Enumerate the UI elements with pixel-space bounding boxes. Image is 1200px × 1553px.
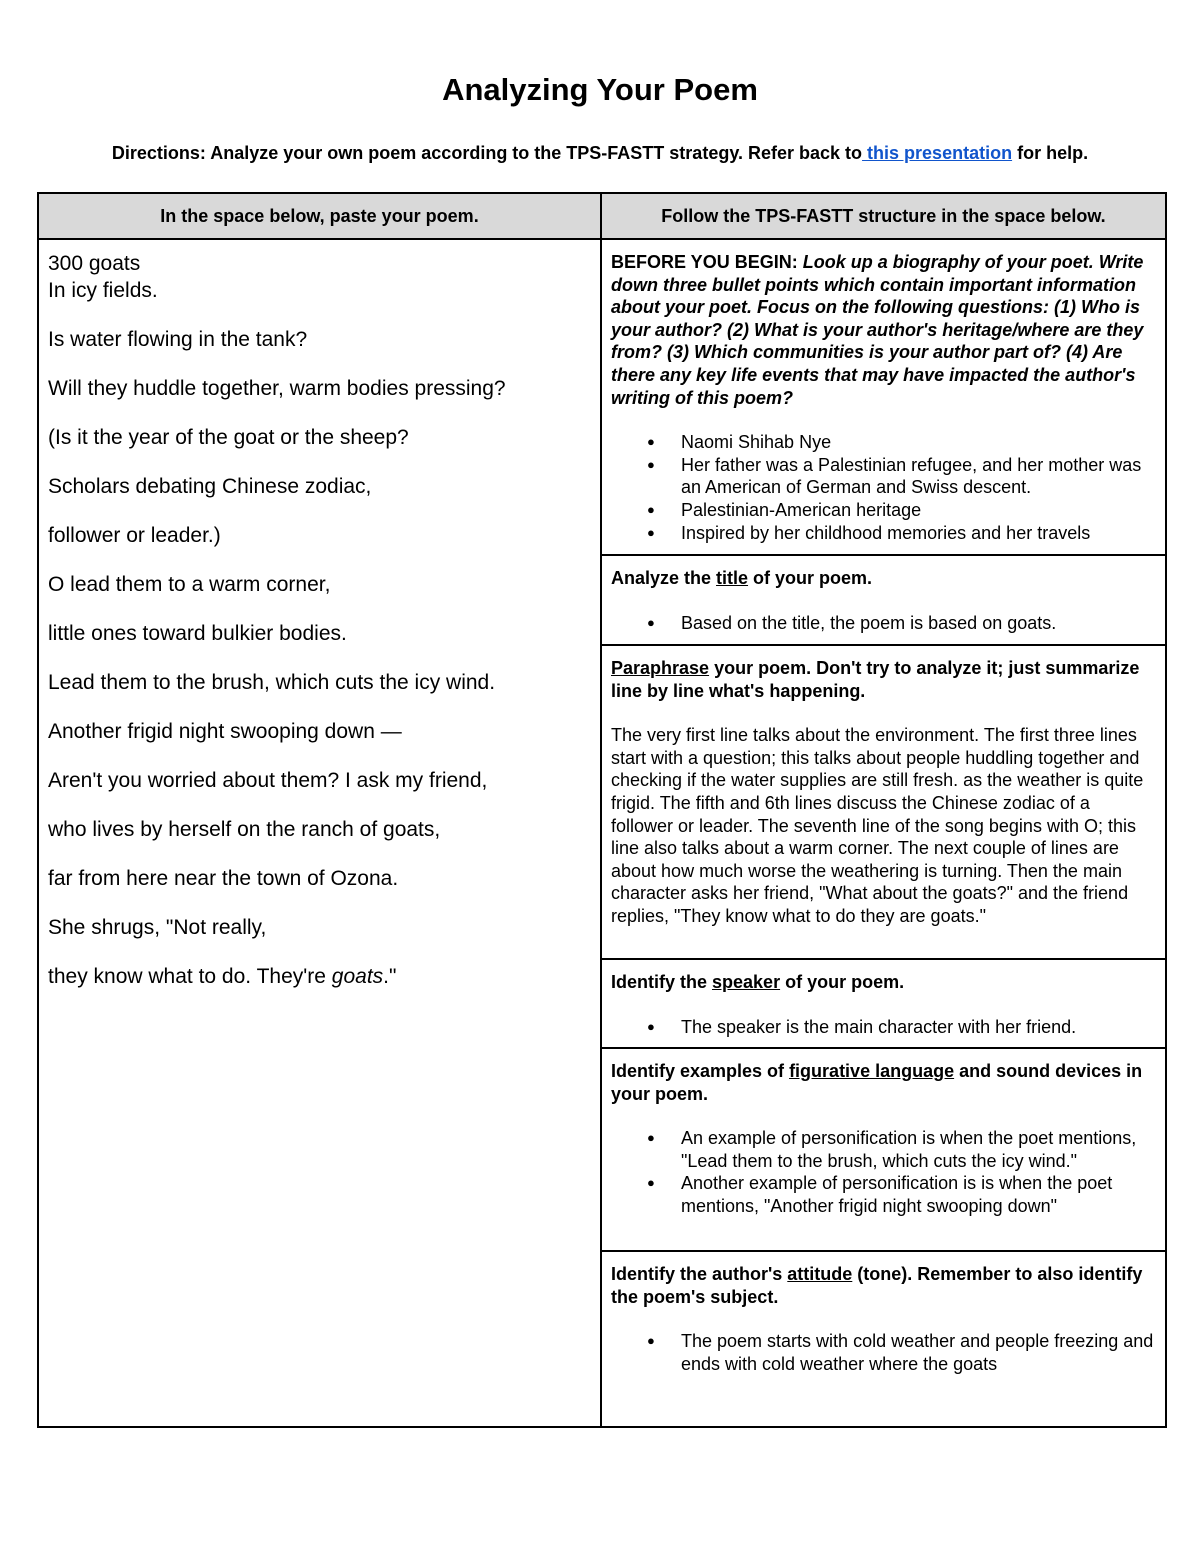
title-key: title (716, 568, 749, 588)
poem-line: Another frigid night swooping down — (48, 720, 402, 743)
speaker-post: of your poem. (780, 972, 905, 992)
attitude-post: (tone). Remember to also identify the poem's subject. (611, 1264, 1143, 1307)
presentation-link[interactable]: this presentation (862, 143, 1013, 163)
speaker-prompt (611, 971, 1156, 994)
attitude-pre: Identify the author's (611, 1264, 788, 1284)
poem-line-last (48, 963, 591, 990)
figurative-section[interactable] (602, 1049, 1165, 1252)
directions-suffix: for help. (1012, 143, 1089, 163)
structure-cell (601, 239, 1166, 1427)
biography-list (611, 431, 1156, 544)
before-label: BEFORE YOU BEGIN: (611, 252, 803, 272)
before-you-begin-section[interactable] (602, 240, 1165, 556)
poem-line-last-end: ." (383, 965, 397, 988)
paraphrase-key: Paraphrase (611, 658, 710, 678)
poem-line-last-text: they know what to do. They're (48, 965, 332, 988)
poem-line-last-italic: goats (331, 965, 384, 988)
title-list (611, 612, 1156, 635)
speaker-key: speaker (712, 972, 781, 992)
title-post: of your poem. (748, 568, 873, 588)
paraphrase-post: your poem. Don't try to analyze it; just summarize line by line what's happening. (611, 658, 1140, 701)
title-pre: Analyze the (611, 568, 717, 588)
list-item: ● The speaker is the main character with her friend. (611, 1016, 1156, 1039)
poem-line: who lives by herself on the ranch of goats, (48, 818, 441, 841)
speaker-section[interactable] (602, 960, 1165, 1049)
paraphrase-section[interactable] (602, 646, 1165, 960)
attitude-list (611, 1330, 1156, 1375)
poem-line: Aren't you worried about them? I ask my friend, (48, 769, 488, 792)
paraphrase-text: The very first line talks about the environment. The first three lines start with a question; this talks about people huddling together and checking if the water supplies are still fresh. as the weather is quite frigid. The fifth and 6th lines discuss the Chinese zodiac of a follower or leader. The seventh line of the song begins with O; this line also talks about a warm corner. The next couple of lines are about how much worse the weathering is turning. Then the main character asks her friend, "What about the goats?" and the friend replies, "They know what to do they are goats." (611, 725, 1144, 926)
speaker-list (611, 1016, 1156, 1039)
structure-column-header: Follow the TPS-FASTT structure in the space below. (601, 193, 1166, 239)
title-section[interactable] (602, 556, 1165, 646)
list-item: ● Another example of personification is is when the poet mentions, "Another frigid night swooping down" (611, 1172, 1156, 1217)
list-item: ● Based on the title, the poem is based on goats. (611, 612, 1156, 635)
poem-line: O lead them to a warm corner, (48, 573, 331, 596)
paraphrase-prompt (611, 657, 1156, 702)
attitude-prompt (611, 1263, 1156, 1308)
title-prompt (611, 567, 1156, 590)
list-item: ● An example of personification is when the poet mentions, "Lead them to the brush, which cuts the icy wind." (611, 1127, 1156, 1172)
figurative-list (611, 1127, 1156, 1217)
list-item: ● Inspired by her childhood memories and her travels (611, 522, 1156, 545)
speaker-pre: Identify the (611, 972, 713, 992)
list-item: ● Palestinian-American heritage (611, 499, 1156, 522)
tps-fastt-table (37, 192, 1167, 1428)
poem-line: 300 goats (48, 252, 141, 275)
poem-line: Is water flowing in the tank? (48, 328, 308, 351)
list-item: ● Her father was a Palestinian refugee, and her mother was an American of German and Swiss descent. (611, 454, 1156, 499)
poem-line: far from here near the town of Ozona. (48, 867, 399, 890)
poem-line: (Is it the year of the goat or the sheep? (48, 426, 409, 449)
before-prompt-text: Look up a biography of your poet. Write down three bullet points which contain important information about your poet. Focus on the following questions: (1) Who is your author? (2) What is your author's heritage/where are they from? (3) Which communities is your author part of? (4) Are there any key life events that may have impacted the author's writing of this poem? (611, 252, 1144, 408)
poem-cell[interactable] (38, 239, 601, 1427)
figurative-post: and sound devices in your poem. (611, 1061, 1143, 1104)
attitude-section[interactable] (602, 1252, 1165, 1384)
poem-line: She shrugs, "Not really, (48, 916, 267, 939)
directions-text: Directions: Analyze your own poem according to the TPS-FASTT strategy. Refer back to (111, 143, 863, 163)
list-item: ● The poem starts with cold weather and people freezing and ends with cold weather where the goats (611, 1330, 1156, 1375)
directions (0, 141, 1200, 165)
figurative-key: figurative language (789, 1061, 955, 1081)
poem-line: In icy fields. (48, 279, 158, 302)
poem-line: Lead them to the brush, which cuts the icy wind. (48, 671, 496, 694)
page-title: Analyzing Your Poem (442, 72, 758, 107)
figurative-pre: Identify examples of (611, 1061, 790, 1081)
figurative-prompt (611, 1060, 1156, 1105)
poem-line: little ones toward bulkier bodies. (48, 622, 347, 645)
before-you-begin-prompt (611, 251, 1156, 409)
poem-column-header: In the space below, paste your poem. (38, 193, 601, 239)
attitude-key: attitude (787, 1264, 853, 1284)
poem-line: follower or leader.) (48, 524, 221, 547)
poem-line: Scholars debating Chinese zodiac, (48, 475, 372, 498)
poem-line: Will they huddle together, warm bodies pressing? (48, 377, 506, 400)
list-item: ● Naomi Shihab Nye (611, 431, 1156, 454)
